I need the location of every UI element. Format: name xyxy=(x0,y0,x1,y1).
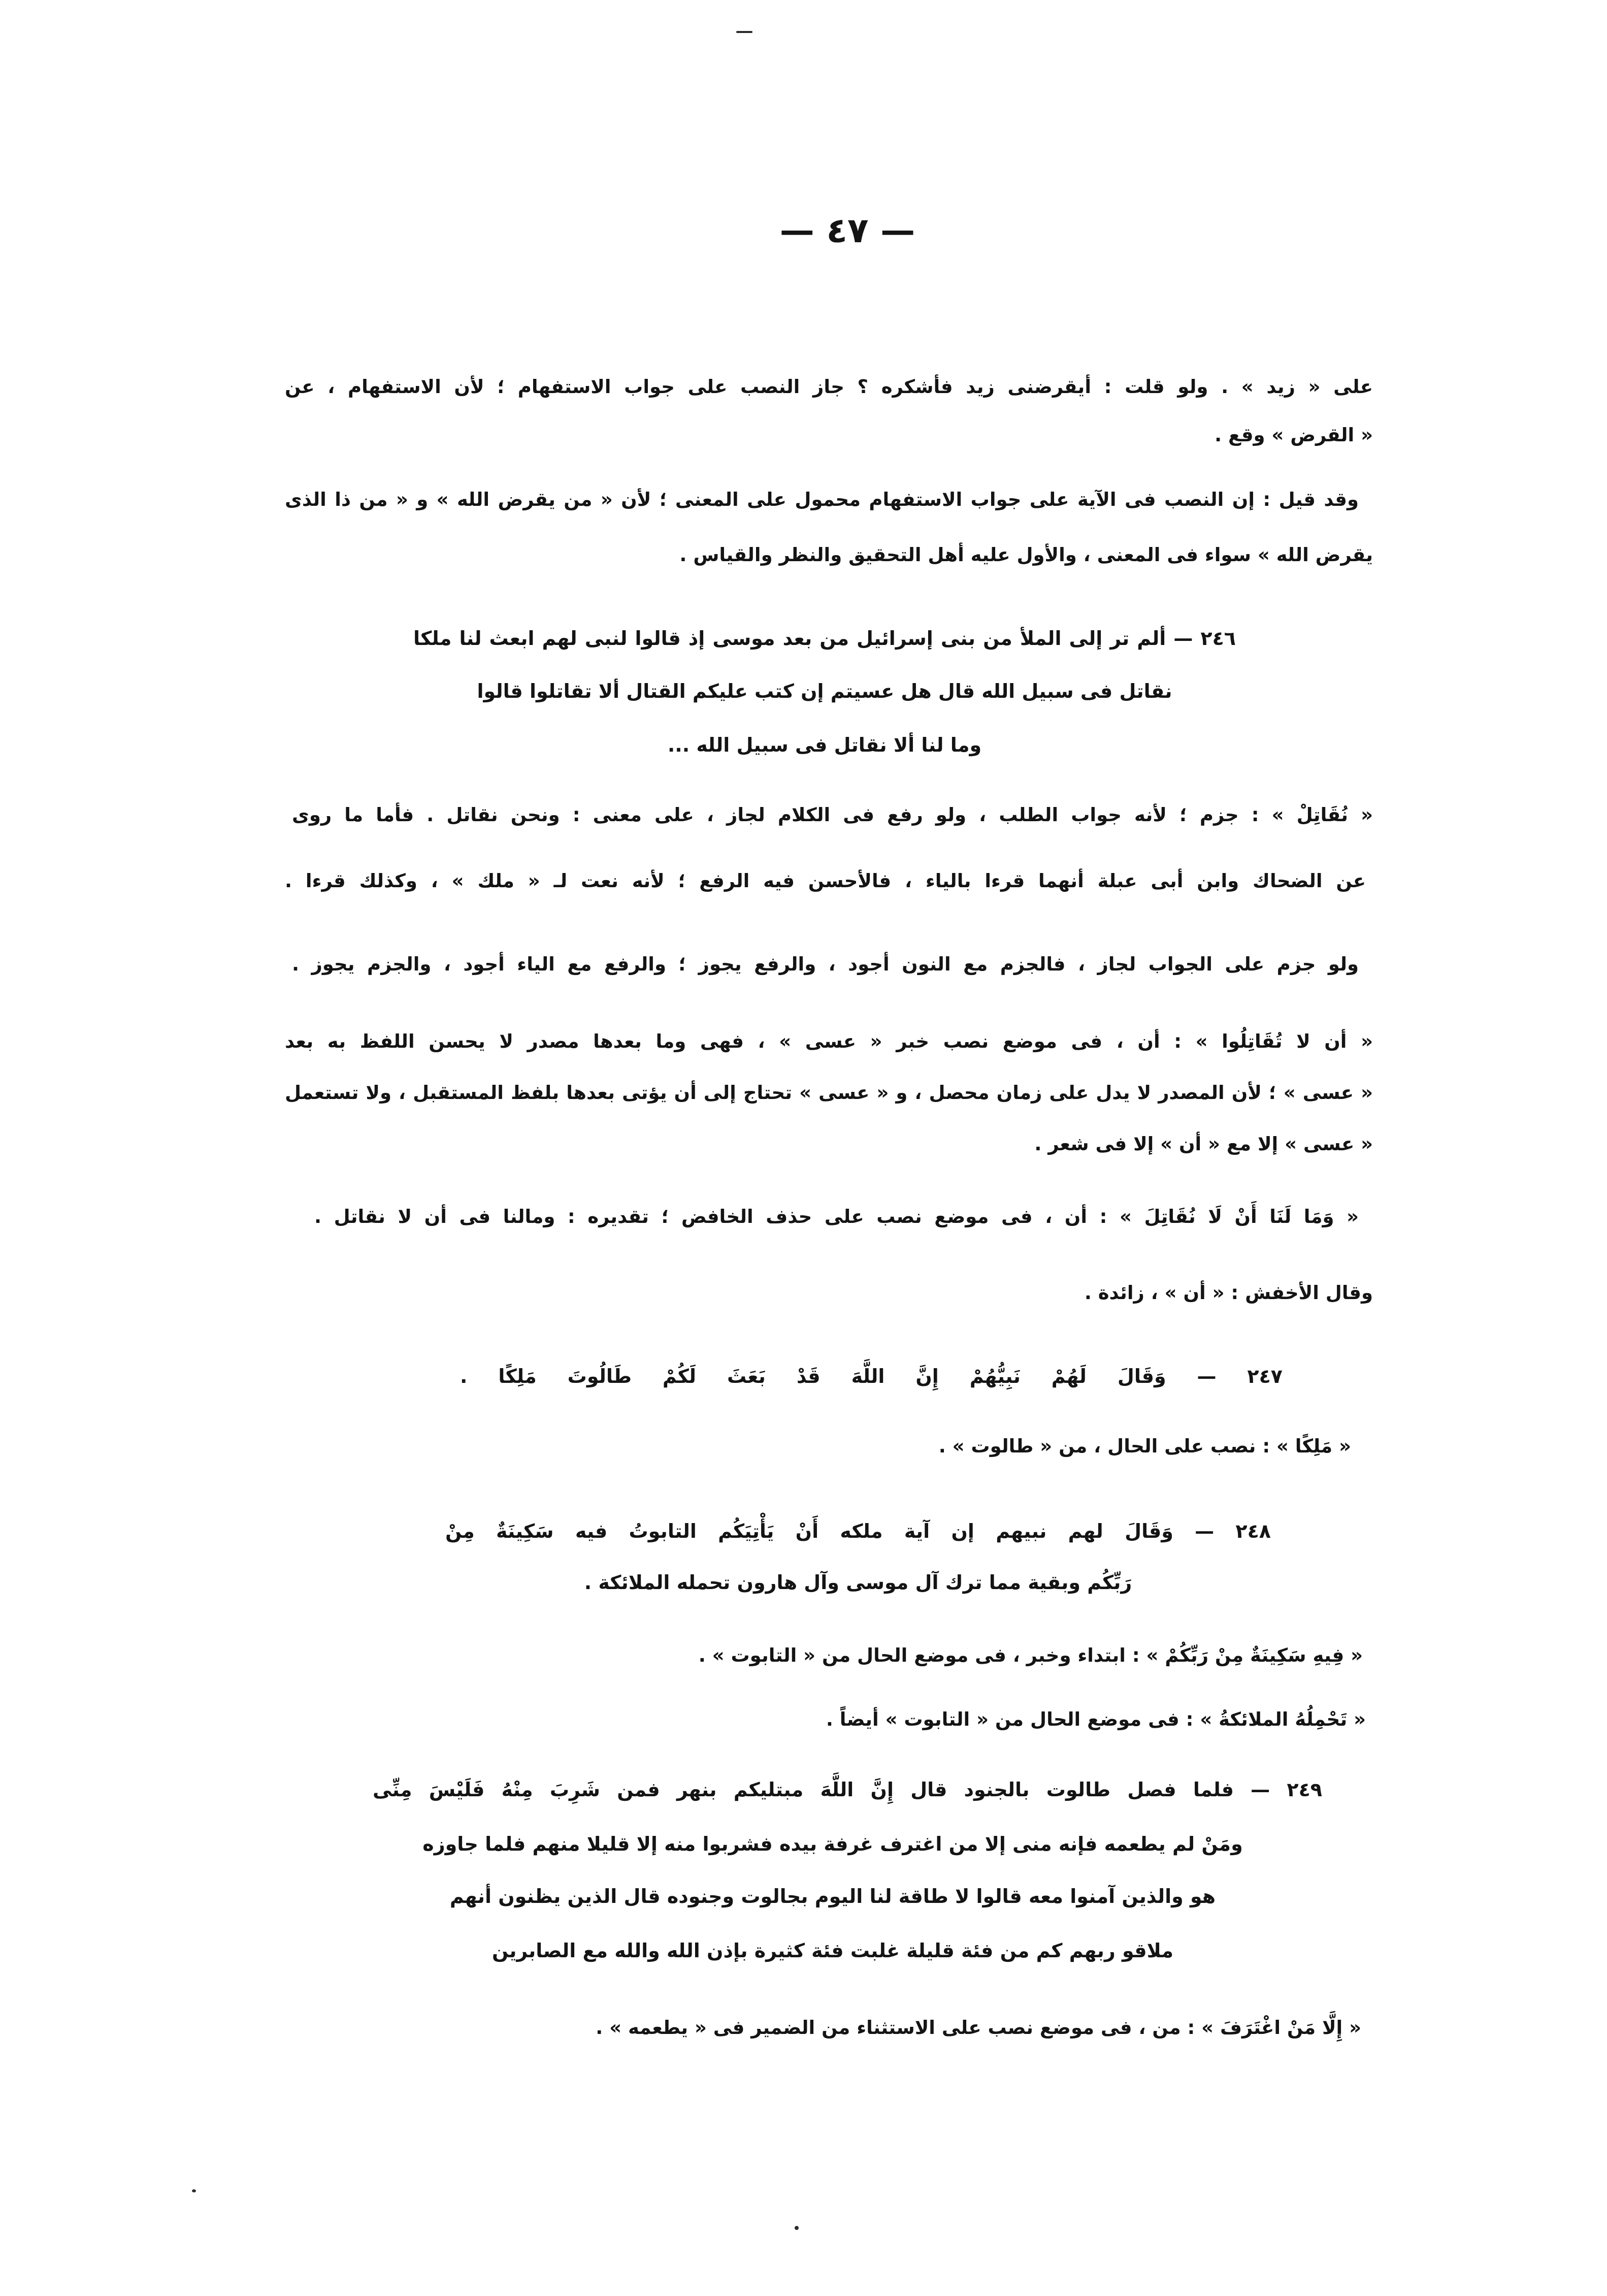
commentary-line: « مَلِكًا » : نصب على الحال ، من « طالوت » . xyxy=(938,1435,1351,1457)
verse-line: ٢٤٧ — وَقَالَ لَهُمْ نَبِيُّهُمْ إِنَّ اللَّهَ قَدْ بَعَثَ لَكُمْ طَالُوتَ مَلِكًا . xyxy=(460,1365,1283,1387)
commentary-line: « وَمَا لَنَا أَنْ لَا نُقَاتِلَ » : أن ، فى موضع نصب على حذف الخافض ؛ تقديره : ومالنا فى أن لا نقاتل . xyxy=(314,1206,1359,1227)
verse-line: ٢٤٩ — فلما فصل طالوت بالجنود قال إِنَّ اللَّهَ مبتليكم بنهر فمن شَرِبَ مِنْهُ فَلَيْسَ مِنِّى xyxy=(373,1778,1322,1801)
verse-line: وما لنا ألا نقاتل فى سبيل الله ... xyxy=(667,734,982,756)
scan-speck xyxy=(192,2189,196,2192)
commentary-line: يقرض الله » سواء فى المعنى ، والأول عليه أهل التحقيق والنظر والقياس . xyxy=(679,544,1373,566)
commentary-line: « عسى » ؛ لأن المصدر لا يدل على زمان محصل ، و « عسى » تحتاج إلى أن يؤتى بعدها بلفظ المستقبل ، ولا تستعمل xyxy=(285,1082,1373,1104)
commentary-line: وقد قيل : إن النصب فى الآية على جواب الاستفهام محمول على المعنى ؛ لأن « من يقرض الله » و « من ذا الذى xyxy=(285,489,1359,510)
commentary-line: عن الضحاك وابن أبى عبلة أنهما قرءا بالياء ، فالأحسن فيه الرفع ؛ لأنه نعت لـ « ملك » ، وكذلك قرءا . xyxy=(285,870,1366,892)
verse-line: نقاتل فى سبيل الله قال هل عسيتم إن كتب عليكم القتال ألا تقاتلوا قالوا xyxy=(477,680,1172,702)
scan-speck xyxy=(795,2226,799,2230)
commentary-line: ولو جزم على الجواب لجاز ، فالجزم مع النون أجود ، والرفع يجوز ؛ والرفع مع الياء أجود ، والجزم يجوز . xyxy=(292,953,1359,975)
verse-line: ومَنْ لم يطعمه فإنه منى إلا من اغترف غرفة بيده فشربوا منه إلا قليلا منهم فلما جاوزه xyxy=(422,1833,1243,1855)
verse-line: رَبِّكُم وبقية مما ترك آل موسى وآل هارون تحمله الملائكة . xyxy=(584,1571,1132,1594)
scan-speck xyxy=(736,31,752,33)
commentary-line: « أن لا تُقَاتِلُوا » : أن ، فى موضع نصب خبر « عسى » ، فهى وما بعدها مصدر لا يحسن اللفظ به بعد xyxy=(285,1030,1373,1052)
commentary-line: « عسى » إلا مع « أن » إلا فى شعر . xyxy=(1034,1133,1373,1155)
commentary-line: وقال الأخفش : « أن » ، زائدة . xyxy=(1084,1282,1373,1304)
commentary-line: « نُقَاتِلْ » : جزم ؛ لأنه جواب الطلب ، ولو رفع فى الكلام لجاز ، على معنى : ونحن نقاتل . فأما ما روى xyxy=(292,804,1373,826)
verse-line: هو والذين آمنوا معه قالوا لا طاقة لنا اليوم بجالوت وجنوده قال الذين يظنون أنهم xyxy=(449,1885,1216,1907)
commentary-line: « تَحْمِلُهُ الملائكةُ » : فى موضع الحال من « التابوت » أيضاً . xyxy=(826,1708,1366,1730)
page-number: — ٤٧ — xyxy=(779,211,915,251)
verse-line: ٢٤٦ — ألم تر إلى الملأ من بنى إسرائيل من بعد موسى إذ قالوا لنبى لهم ابعث لنا ملكا xyxy=(413,627,1236,650)
verse-line: ملاقو ربهم كم من فئة قليلة غلبت فئة كثيرة بإذن الله والله مع الصابرين xyxy=(491,1939,1174,1962)
commentary-line: « إِلَّا مَنْ اغْتَرَفَ » : من ، فى موضع نصب على الاستثناء من الضمير فى « يطعمه » . xyxy=(596,2017,1361,2039)
verse-line: ٢٤٨ — وَقَالَ لهم نبيهم إن آية ملكه أَنْ يَأْتِيَكُم التابوتُ فيه سَكِينَةٌ مِنْ xyxy=(445,1520,1271,1542)
commentary-line: على « زيد » . ولو قلت : أيقرضنى زيد فأشكره ؟ جاز النصب على جواب الاستفهام ؛ لأن الاستفهام ، عن xyxy=(285,376,1373,398)
commentary-line: « القرض » وقع . xyxy=(1215,424,1373,446)
commentary-line: « فِيهِ سَكِينَةٌ مِنْ رَبِّكُمْ » : ابتداء وخبر ، فى موضع الحال من « التابوت » . xyxy=(698,1644,1363,1666)
